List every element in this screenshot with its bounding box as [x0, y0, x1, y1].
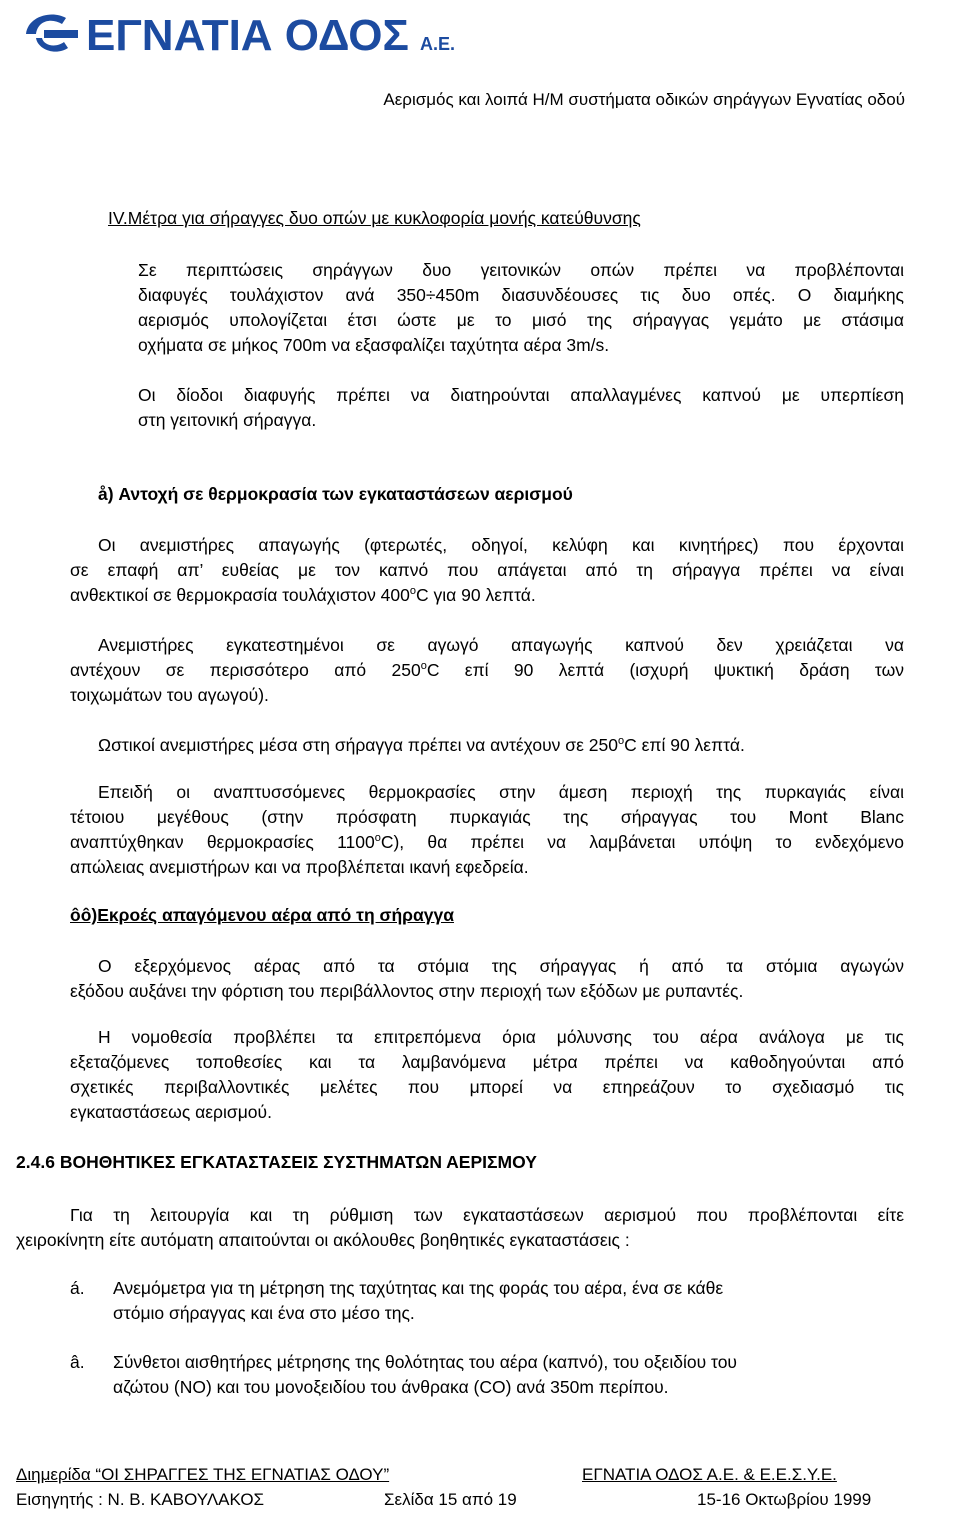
text-line: οχήματα σε μήκος 700m να εξασφαλίζει ταχύτητα αέρα 3m/s.	[138, 335, 610, 355]
text-line: διαφυγές τουλάχιστον ανά 350÷450m διασυνδέουσες τις δυο οπές. Ο διαμήκης	[138, 285, 904, 305]
text-line: σε επαφή απ’ ευθείας με τον καπνό που απάγεται από τη σήραγγα πρέπει να είναι	[70, 560, 904, 580]
list-item-line: Σύνθετοι αισθητήρες μέτρησης της θολότητας του αέρα (καπνό), του οξειδίου του	[113, 1352, 737, 1372]
text-line: Σε περιπτώσεις σηράγγων δυο γειτονικών οπών πρέπει να προβλέπονται	[138, 260, 904, 280]
header-subtitle: Αερισμός και λοιπά Η/Μ συστήματα οδικών σηράγγων Εγνατίας οδού	[383, 90, 905, 109]
text-line: Η νομοθεσία προβλέπει τα επιτρεπόμενα όρια μόλυνσης του αέρα ανάλογα με τις	[98, 1027, 904, 1047]
footer-event: Διημερίδα “ΟΙ ΣΗΡΑΓΓΕΣ ΤΗΣ ΕΓΝΑΤΙΑΣ ΟΔΟΥ”	[16, 1465, 390, 1484]
text-line: Οι δίοδοι διαφυγής πρέπει να διατηρούνται απαλλαγμένες καπνού με υπερπίεση	[138, 385, 904, 405]
text-line: αναπτύχθηκαν θερμοκρασίες 1100$^o$C), θα πρέπει να λαμβάνεται υπόψη το ενδεχόμενο	[70, 832, 904, 852]
text-line: τέτοιου μεγέθους (στην πρόσφατη πυρκαγιάς της σήραγγας του Mont Blanc	[70, 807, 904, 827]
logo-suffix: Α.Ε.	[420, 34, 456, 54]
text-line: Οι ανεμιστήρες απαγωγής (φτερωτές, οδηγοί, κελύφη και κινητήρες) που έρχονται	[98, 535, 904, 555]
text-line: Για τη λειτουργία και τη ρύθμιση των εγκαταστάσεων αερισμού που προβλέπονται είτε	[70, 1205, 904, 1225]
text-line: ανθεκτικοί σε θερμοκρασία τουλάχιστον 400$^o$C για 90 λεπτά.	[70, 585, 536, 605]
logo-text: ΕΓΝΑΤΙΑ ΟΔΟΣ	[86, 11, 409, 58]
list-marker: â.	[70, 1352, 85, 1372]
text-line: σχετικές περιβαλλοντικές μελέτες που μπορεί να επηρεάζουν το σχεδιασμό τις	[70, 1077, 904, 1097]
text-line: εξόδου αυξάνει την φόρτιση του περιβάλλοντος στην περιοχή των εξόδων με ρυπαντές.	[70, 981, 744, 1001]
text-line: αντέχουν σε περισσότερο από 250$^o$C επί 90 λεπτά (ισχυρή ψυκτική δράση των	[70, 660, 904, 680]
text-line: τοιχωμάτων του αγωγού).	[70, 685, 269, 705]
list-item-line: στόμιο σήραγγας και ένα στο μέσο της.	[113, 1303, 415, 1323]
text-line: Ο εξερχόμενος αέρας από τα στόμια της σήραγγας ή από τα στόμια αγωγών	[98, 956, 904, 976]
footer-org: ΕΓΝΑΤΙΑ ΟΔΟΣ Α.Ε. & Ε.Ε.Σ.Υ.Ε.	[582, 1465, 837, 1484]
text-line: Ανεμιστήρες εγκατεστημένοι σε αγωγό απαγωγής καπνού δεν χρειάζεται να	[98, 635, 904, 655]
text-line: εξεταζόμενες τοποθεσίες και τα λαμβανόμενα μέτρα πρέπει να καθοδηγούνται από	[70, 1052, 904, 1072]
footer-page: Σελίδα 15 από 19	[384, 1490, 517, 1509]
text-line: Επειδή οι αναπτυσσόμενες θερμοκρασίες στην άμεση περιοχή της πυρκαγιάς είναι	[98, 782, 904, 802]
text-line: Ωστικοί ανεμιστήρες μέσα στη σήραγγα πρέπει να αντέχουν σε 250$^o$C επί 90 λεπτά.	[98, 735, 745, 755]
list-item-line: αζώτου (NO) και του μονοξειδίου του άνθρακα (CO) ανά 350m περίπου.	[113, 1377, 669, 1397]
text-line: αερισμός υπολογίζεται έτσι ώστε με το μισό της σήραγγας γεμάτο με στάσιμα	[138, 310, 904, 330]
text-line: απώλειας ανεμιστήρων και να προβλέπεται ικανή εφεδρεία.	[70, 857, 529, 877]
footer-speaker: Εισηγητής : Ν. Β. ΚΑΒΟΥΛΑΚΟΣ	[16, 1490, 265, 1509]
text-line: στη γειτονική σήραγγα.	[138, 410, 317, 430]
text-line: εγκαταστάσεως αερισμού.	[70, 1102, 272, 1122]
section-246-heading: 2.4.6 ΒΟΗΘΗΤΙΚΕΣ ΕΓΚΑΤΑΣΤΑΣΕΙΣ ΣΥΣΤΗΜΑΤΩΝ ΑΕΡΙΣΜΟΥ	[16, 1152, 537, 1172]
section-iv-heading: IV.Μέτρα για σήραγγες δυο οπών με κυκλοφορία μονής κατεύθυνσης	[108, 208, 641, 228]
section-e-heading: å) Αντοχή σε θερμοκρασία των εγκαταστάσεων αερισμού	[98, 484, 573, 504]
footer-date: 15-16 Οκτωβρίου 1999	[697, 1490, 872, 1509]
list-item-line: Ανεμόμετρα για τη μέτρηση της ταχύτητας και της φοράς του αέρα, ένα σε κάθε	[113, 1278, 724, 1298]
company-logo	[22, 8, 462, 58]
section-st-heading: ôô)Εκροές απαγόμενου αέρα από τη σήραγγα	[70, 905, 454, 925]
text-line: χειροκίνητη είτε αυτόματη απαιτούνται οι ακόλουθες βοηθητικές εγκαταστάσεις :	[16, 1230, 630, 1250]
list-marker: á.	[70, 1278, 85, 1298]
